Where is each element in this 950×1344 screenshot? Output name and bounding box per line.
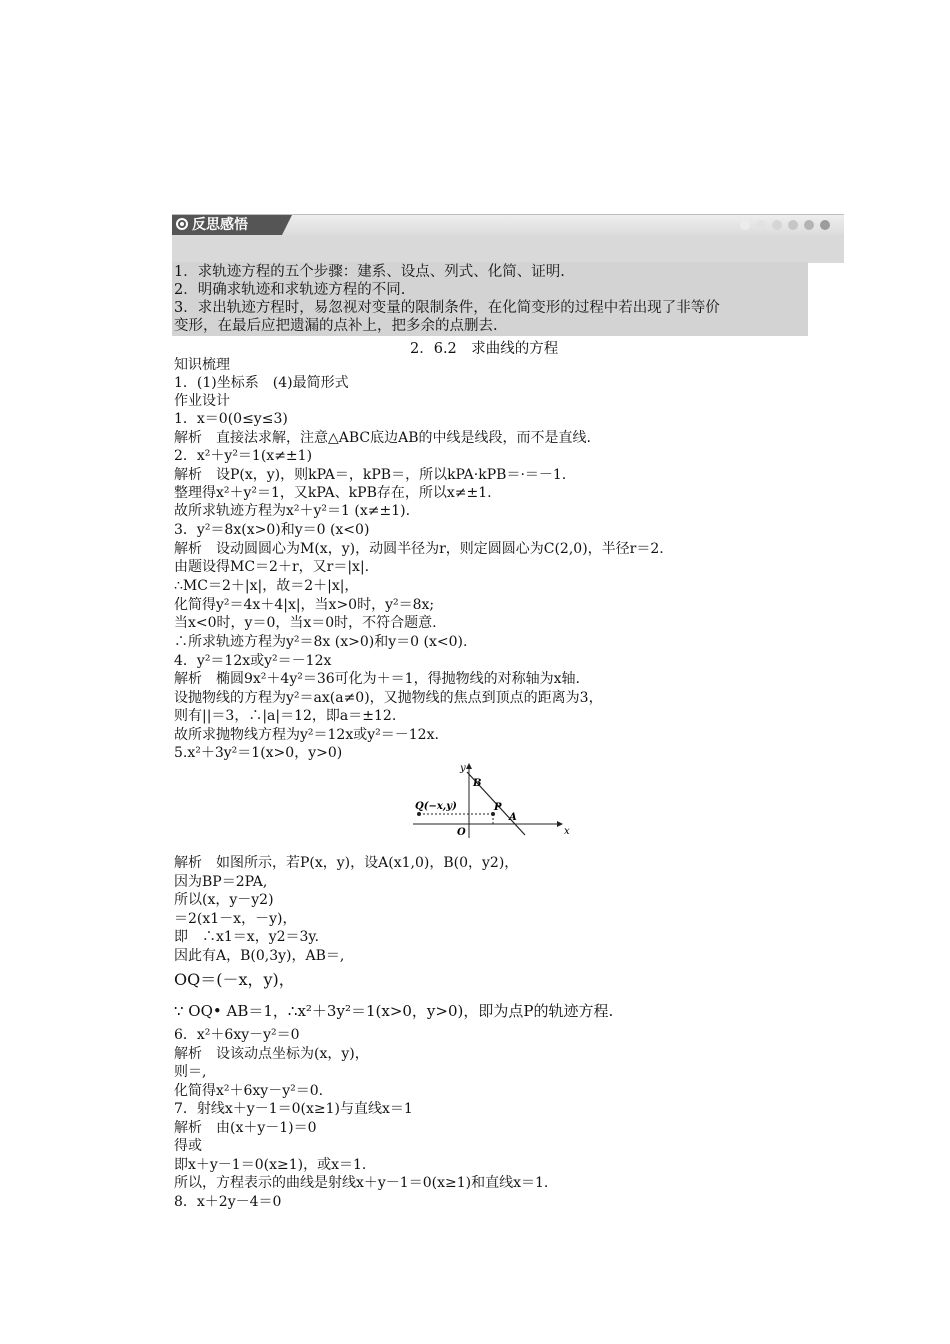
text-line: 8．x＋2y－4＝0: [174, 1194, 282, 1210]
text-line: 解析 设该动点坐标为(x，y)，: [174, 1046, 369, 1062]
figure-svg: [413, 760, 573, 840]
text-line: 7．射线x＋y－1＝0(x≥1)与直线x＝1: [174, 1101, 413, 1117]
text-line: 所以，方程表示的曲线是射线x＋y－1＝0(x≥1)和直线x＝1.: [174, 1175, 549, 1191]
label-o: O: [457, 827, 466, 838]
reflection-line-2: 2．明确求轨迹和求轨迹方程的不同.: [174, 282, 406, 298]
text-line: 即x＋y－1＝0(x≥1)，或x＝1.: [174, 1157, 367, 1173]
reflection-line-4: 变形，在最后应把遗漏的点补上，把多余的点删去.: [174, 318, 498, 334]
text-line: 即 ∴x1＝x，y2＝3y.: [174, 929, 319, 945]
text-line: 解析 设P(x，y)，则kPA＝，kPB＝，所以kPA·kPB＝·＝－1.: [174, 467, 567, 483]
text-line: 作业设计: [174, 393, 230, 409]
label-b: B: [473, 778, 482, 789]
text-line: 得或: [174, 1138, 202, 1154]
label-p: P: [494, 802, 502, 813]
text-line: ＝2(x1－x，－y)，: [174, 911, 297, 927]
point-q: [417, 812, 421, 816]
text-line: 因为BP＝2PA,: [174, 874, 268, 890]
reflection-banner: [172, 214, 844, 263]
dot-1: [740, 220, 750, 230]
text-line: 解析 直接法求解，注意△ABC底边AB的中线是线段，而不是直线.: [174, 430, 591, 446]
text-line: 5.x²＋3y²＝1(x>0，y>0): [174, 745, 343, 761]
text-line: ∵ OQ• AB＝1，∴x²＋3y²＝1(x>0，y>0)，即为点P的轨迹方程.: [174, 1002, 614, 1020]
dot-2: [756, 220, 766, 230]
banner-dots: [740, 220, 830, 230]
text-line: 则＝,: [174, 1064, 207, 1080]
banner-tab: [172, 215, 282, 235]
text-line: ∴MC＝2＋|x|，故＝2＋|x|，: [174, 578, 359, 594]
text-line: 4．y²＝12x或y²＝－12x: [174, 653, 332, 669]
text-line: 故所求抛物线方程为y²＝12x或y²＝－12x.: [174, 727, 439, 743]
text-line: 整理得x²＋y²＝1，又kPA、kPB存在，所以x≠±1.: [174, 485, 492, 501]
text-line: 化简得y²＝4x＋4|x|，当x>0时，y²＝8x;: [174, 597, 435, 613]
text-line: 化简得x²＋6xy－y²＝0.: [174, 1083, 324, 1099]
text-line: 故所求轨迹方程为x²＋y²＝1 (x≠±1).: [174, 503, 411, 519]
reflection-line-3: 3．求出轨迹方程时，易忽视对变量的限制条件，在化简变形的过程中若出现了非等价: [174, 300, 720, 316]
text-line: 解析 如图所示，若P(x，y)，设A(x1,0)，B(0，y2)，: [174, 855, 519, 871]
text-line: 2．x²＋y²＝1(x≠±1): [174, 448, 313, 464]
text-line: 解析 由(x＋y－1)＝0: [174, 1120, 317, 1136]
text-line: OQ＝(－x，y)，: [174, 970, 295, 989]
text-line: 1．(1)坐标系 (4)最简形式: [174, 375, 349, 391]
x-label: x: [564, 826, 570, 837]
dot-5: [804, 220, 814, 230]
coordinate-figure: [413, 760, 573, 844]
text-line: 6．x²＋6xy－y²＝0: [174, 1027, 300, 1043]
text-line: 因此有A，B(0,3y)，AB＝,: [174, 948, 345, 964]
dot-3: [772, 220, 782, 230]
text-line: 1．x＝0(0≤y≤3): [174, 411, 288, 427]
text-line: 解析 设动圆圆心为M(x，y)，动圆半径为r，则定圆圆心为C(2,0)，半径r＝2.: [174, 541, 664, 557]
reflection-line-1: 1．求轨迹方程的五个步骤：建系、设点、列式、化简、证明.: [174, 264, 565, 280]
label-q: Q(−x,y): [415, 801, 457, 812]
text-line: 3．y²＝8x(x>0)和y＝0 (x<0): [174, 522, 370, 538]
y-label: y: [460, 763, 466, 774]
label-a: A: [509, 812, 517, 823]
target-icon: [176, 218, 188, 230]
text-line: 则有||＝3，∴|a|＝12，即a＝±12.: [174, 708, 397, 724]
banner-tab-label: 反思感悟: [192, 217, 248, 233]
x-arrow-icon: [557, 821, 563, 827]
text-line: 设抛物线的方程为y²＝ax(a≠0)，又抛物线的焦点到顶点的距离为3，: [174, 690, 603, 706]
dot-4: [788, 220, 798, 230]
text-line: 当x<0时，y＝0，当x＝0时，不符合题意.: [174, 615, 437, 631]
dot-6: [820, 220, 830, 230]
text-line: 由题设得MC＝2＋r，又r＝|x|.: [174, 559, 370, 575]
text-line: 知识梳理: [174, 357, 230, 373]
text-line: 所以(x，y－y2): [174, 892, 274, 908]
text-line: 解析 椭圆9x²＋4y²＝36可化为＋＝1，得抛物线的对称轴为x轴.: [174, 671, 580, 687]
section-title: 2．6.2 求曲线的方程: [410, 341, 559, 357]
y-arrow-icon: [466, 763, 472, 769]
text-line: ∴所求轨迹方程为y²＝8x (x>0)和y＝0 (x<0).: [174, 634, 468, 650]
